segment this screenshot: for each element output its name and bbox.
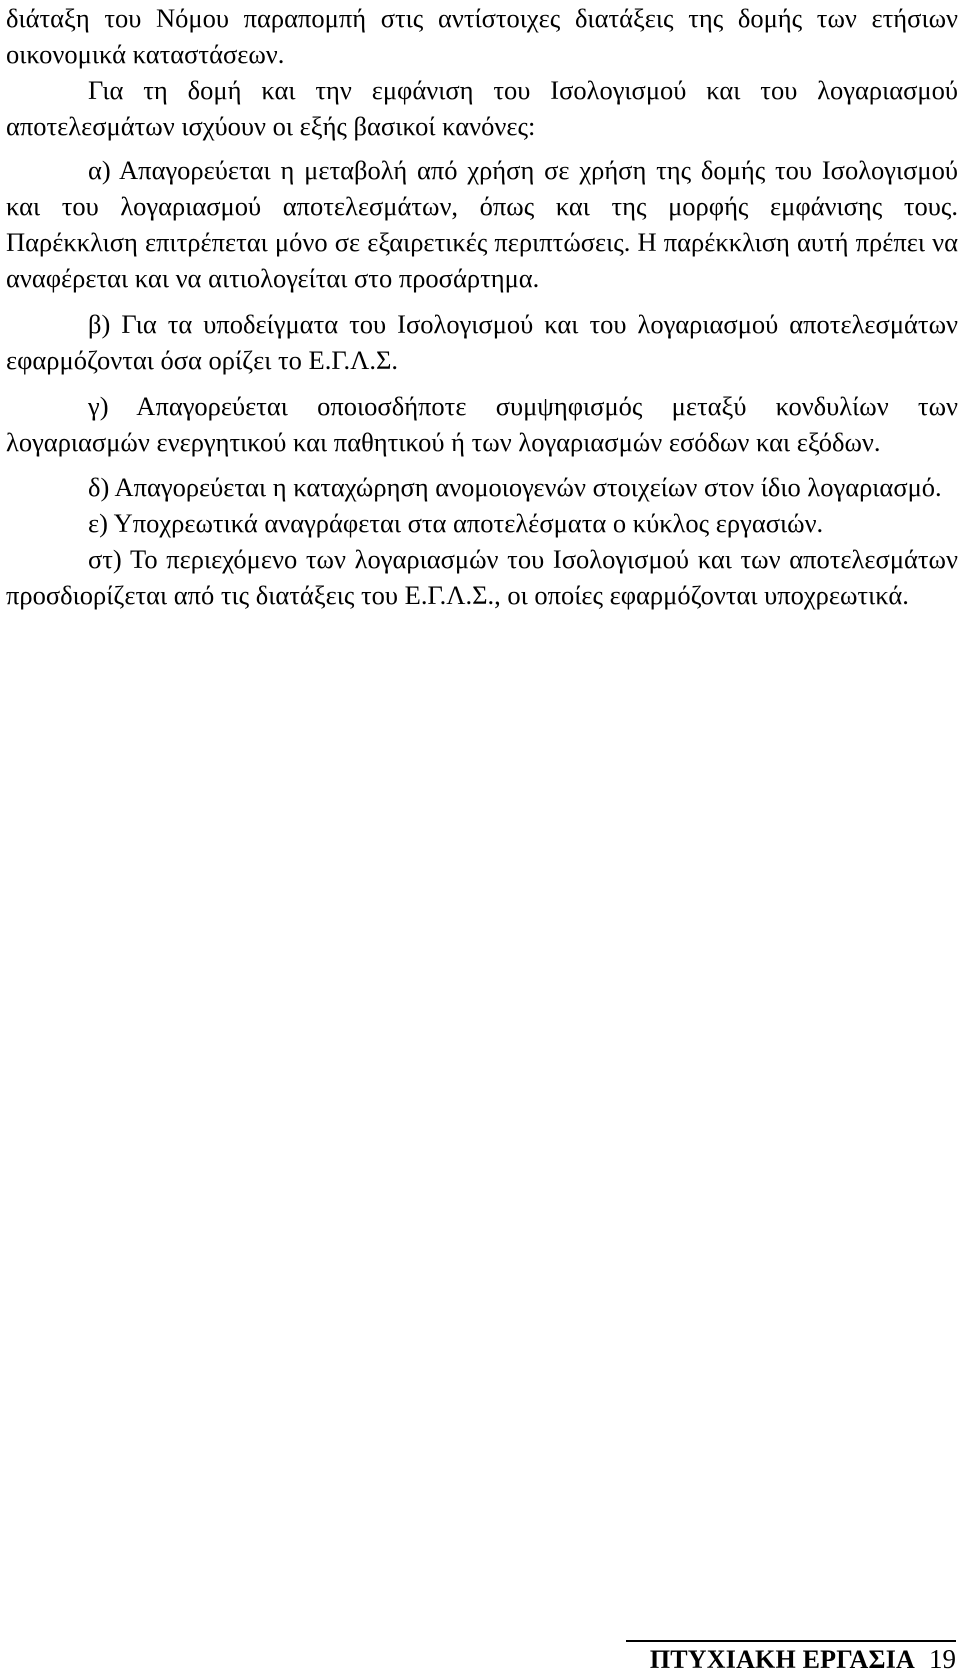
paragraph-rule-a: α) Απαγορεύεται η μεταβολή από χρήση σε χρήση της δομής του Ισολογισμού και του λογαριασμού αποτελεσμάτων, όπως και της μορφής εμφάνισης τους. Παρέκκλιση επιτρέπεται μόνο σε εξαιρετικές περιπτώσεις. Η παρέκκλιση αυτή πρέπει να αναφέρεται και να αιτιολογείται στο προσάρτημα.: [6, 155, 958, 293]
paragraph-rule-f: στ) Το περιεχόμενο των λογαριασμών του Ισολογισμού και των αποτελεσμάτων προσδιορίζεται από τις διατάξεις του Ε.Γ.Λ.Σ., οι οποίες εφαρμόζονται υποχρεωτικά.: [6, 544, 958, 610]
paragraph-rule-e: ε) Υποχρεωτικά αναγράφεται στα αποτελέσματα ο κύκλος εργασιών.: [88, 508, 824, 538]
document-body: [6, 0, 958, 613]
page-footer: [626, 1640, 956, 1677]
paragraph-intro-rules: Για τη δομή και την εμφάνιση του Ισολογισμού και του λογαριασμού αποτελεσμάτων ισχύουν οι εξής βασικοί κανόνες:: [6, 75, 958, 141]
footer-title: ΠΤΥΧΙΑΚΗ ΕΡΓΑΣΙΑ: [649, 1645, 915, 1674]
paragraph-continuation: διάταξη του Νόμου παραπομπή στις αντίστοιχες διατάξεις της δομής των ετήσιων οικονομικά καταστάσεων.: [6, 3, 958, 69]
paragraph-rule-d: δ) Απαγορεύεται η καταχώρηση ανομοιογενών στοιχείων στον ίδιο λογαριασμό.: [88, 472, 942, 502]
page-number: 19: [929, 1644, 956, 1674]
paragraph-rule-c: γ) Απαγορεύεται οποιοσδήποτε συμψηφισμός μεταξύ κονδυλίων των λογαριασμών ενεργητικού και παθητικού ή των λογαριασμών εσόδων και εξόδων.: [6, 391, 958, 457]
paragraph-rule-b: β) Για τα υποδείγματα του Ισολογισμού και του λογαριασμού αποτελεσμάτων εφαρμόζονται όσα ορίζει το Ε.Γ.Λ.Σ.: [6, 309, 958, 375]
